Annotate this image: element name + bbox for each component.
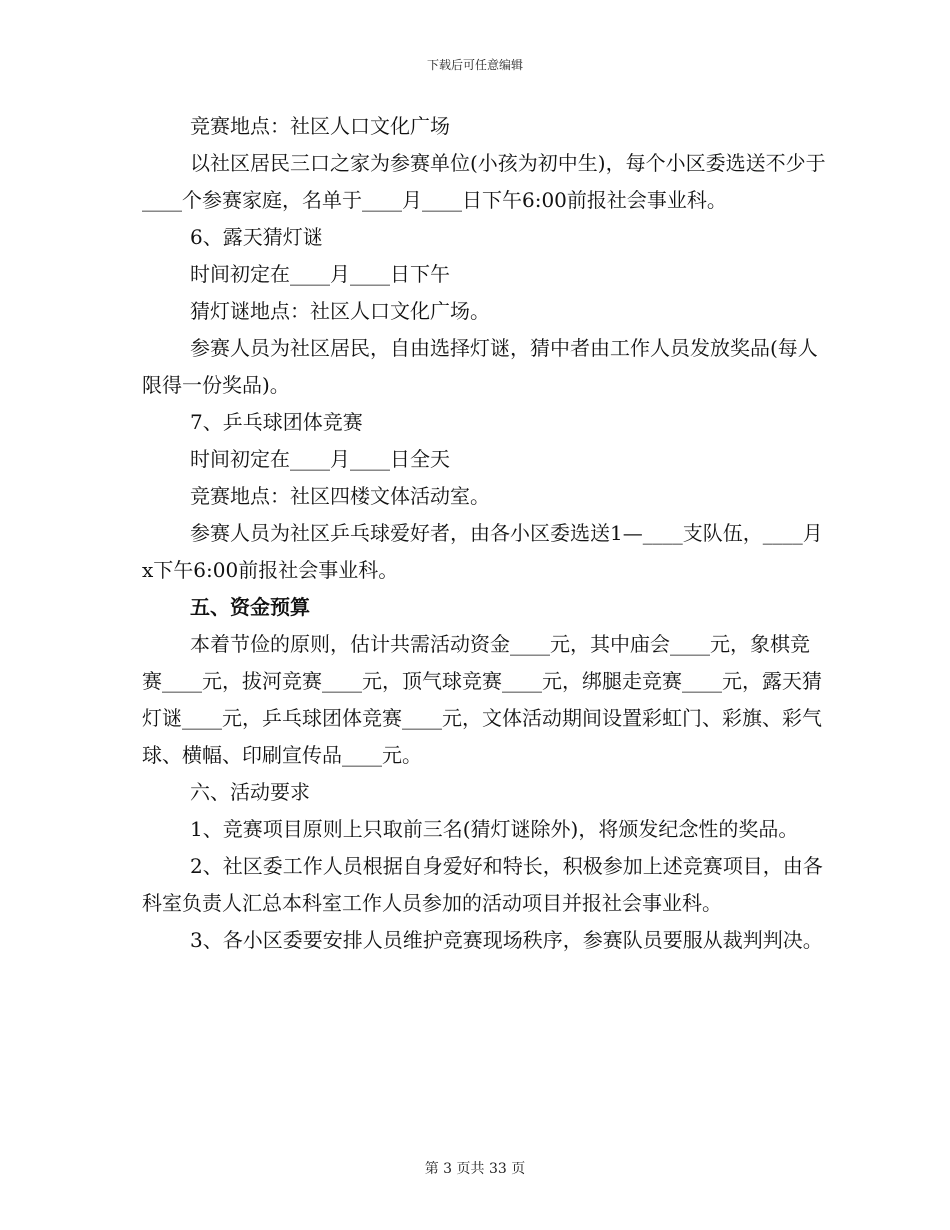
paragraph-requirement-1: 1、竞赛项目原则上只取前三名(猜灯谜除外)，将颁发纪念性的奖品。	[190, 817, 799, 841]
paragraph-budget: 本着节俭的原则，估计共需活动资金____元，其中庙会____元，象棋竞赛____元，拔河竞赛____元，顶气球竞赛____元，绑腿走竞赛____元，露天猜灯谜____元，乒乓球团体竞赛____元，文体活动期间设置彩虹门、彩旗、彩气球、横幅、印刷宣传品____元。	[142, 632, 822, 767]
page-footer: 第 3 页共 33 页	[424, 1161, 526, 1177]
paragraph-requirement-2: 2、社区委工作人员根据自身爱好和特长，积极参加上述竞赛项目，由各科室负责人汇总本科室工作人员参加的活动项目并报社会事业科。	[142, 854, 823, 915]
paragraph-lantern-rules: 参赛人员为社区居民，自由选择灯谜，猜中者由工作人员发放奖品(每人限得一份奖品)。	[142, 336, 818, 397]
heading-budget: 五、资金预算	[190, 595, 310, 619]
paragraph-venue: 竞赛地点：社区人口文化广场	[190, 114, 450, 138]
paragraph-table-tennis-rules: 参赛人员为社区乒乓球爱好者，由各小区委选送1—____支队伍，____月x下午6:00前报社会事业科。	[142, 521, 823, 582]
paragraph-table-tennis-time: 时间初定在____月____日全天	[190, 447, 450, 471]
paragraph-family-contest-rules: 以社区居民三口之家为参赛单位(小孩为初中生)，每个小区委选送不少于____个参赛家庭，名单于____月____日下午6:00前报社会事业科。	[142, 151, 826, 212]
document-body	[142, 108, 828, 959]
paragraph-lantern-time: 时间初定在____月____日下午	[190, 262, 450, 286]
section-lantern-riddles: 6、露天猜灯谜	[190, 225, 323, 249]
paragraph-requirement-3: 3、各小区委要安排人员维护竞赛现场秩序，参赛队员要服从裁判判决。	[190, 928, 823, 952]
paragraph-lantern-venue: 猜灯谜地点：社区人口文化广场。	[190, 299, 490, 323]
section-table-tennis: 7、乒乓球团体竞赛	[190, 410, 363, 434]
page-header: 下载后可任意编辑	[426, 58, 523, 72]
paragraph-table-tennis-venue: 竞赛地点：社区四楼文体活动室。	[190, 484, 490, 508]
heading-requirements: 六、活动要求	[190, 780, 310, 804]
